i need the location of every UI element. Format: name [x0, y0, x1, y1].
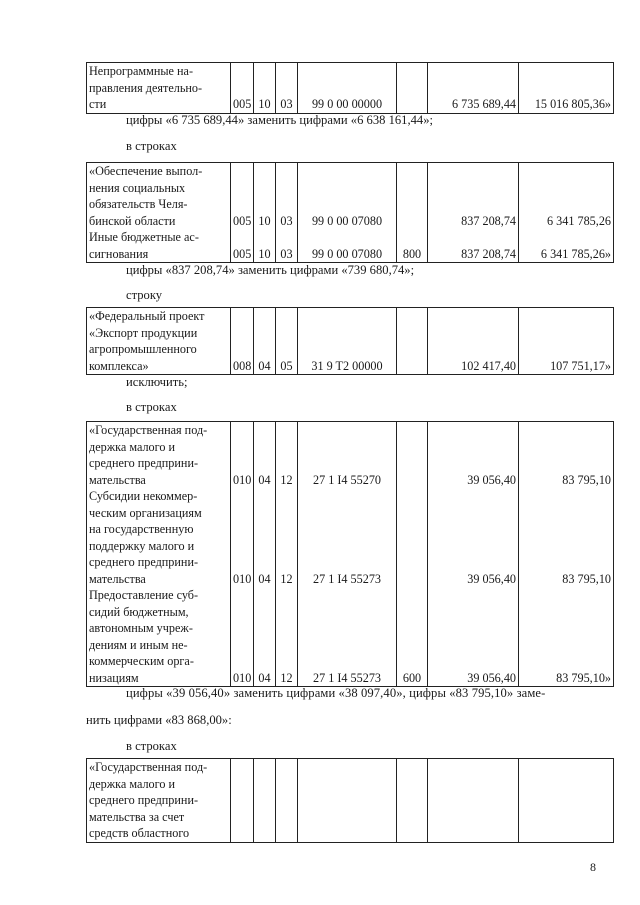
vr-code: 600: [397, 422, 428, 687]
csr-code: 99 0 00 07080 99 0 00 07080: [298, 163, 397, 263]
row-name: «Государственная под- держка малого и среднего предприни- мательства Субсидии некоммер- ческим организациям на государственную поддержку малого и среднего предприни- мательства Предоставление суб- сидий бюджетным, автономным учреж- дениям и иным не- коммерческим орга- низациям: [87, 422, 231, 687]
rz-code: 10: [254, 63, 276, 114]
gr-code: 005 005: [231, 163, 254, 263]
gr-code: 008: [231, 308, 254, 375]
rz-code: 04 04 04: [254, 422, 276, 687]
vr-code: 800: [397, 163, 428, 263]
table-row: [87, 308, 614, 375]
instruction-text: цифры «6 735 689,44» заменить цифрами «6 638 161,44»;: [126, 113, 433, 127]
instruction-text: строку: [126, 288, 163, 302]
instruction-text: нить цифрами «83 868,00»:: [86, 713, 232, 727]
sum-1: [428, 759, 519, 843]
instruction-text: исключить;: [126, 375, 188, 389]
csr-code: 31 9 T2 00000: [298, 308, 397, 375]
instruction-text: цифры «39 056,40» заменить цифрами «38 097,40», цифры «83 795,10» заме-: [126, 686, 546, 700]
row-name: «Обеспечение выпол- нения социальных обязательств Челя- бинской области Иные бюджетные ас- сигнования: [87, 163, 231, 263]
budget-table-2: [86, 162, 614, 263]
table-row: [87, 163, 614, 263]
table-row: [87, 759, 614, 843]
instruction-text: в строках: [126, 739, 177, 753]
vr-code: [397, 308, 428, 375]
sum-2: 6 341 785,26 6 341 785,26»: [519, 163, 614, 263]
sum-2: [519, 759, 614, 843]
gr-code: 010 010 010: [231, 422, 254, 687]
gr-code: 005: [231, 63, 254, 114]
budget-table-5: [86, 758, 614, 843]
gr-code: [231, 759, 254, 843]
row-name: «Государственная под- держка малого и среднего предприни- мательства за счет средств областного: [87, 759, 231, 843]
sum-1: 6 735 689,44: [428, 63, 519, 114]
table-row: [87, 422, 614, 687]
csr-code: 99 0 00 00000: [298, 63, 397, 114]
csr-code: [298, 759, 397, 843]
rz-code: 04: [254, 308, 276, 375]
vr-code: [397, 759, 428, 843]
csr-code: 27 1 I4 55270 27 1 I4 55273 27 1 I4 55273: [298, 422, 397, 687]
pr-code: 03: [276, 63, 298, 114]
sum-2: 15 016 805,36»: [519, 63, 614, 114]
sum-1: 39 056,40 39 056,40 39 056,40: [428, 422, 519, 687]
rz-code: [254, 759, 276, 843]
vr-code: [397, 63, 428, 114]
sum-2: 83 795,10 83 795,10 83 795,10»: [519, 422, 614, 687]
instruction-text: в строках: [126, 400, 177, 414]
sum-1: 102 417,40: [428, 308, 519, 375]
pr-code: 12 12 12: [276, 422, 298, 687]
table-row: [87, 63, 614, 114]
pr-code: 05: [276, 308, 298, 375]
page-number: 8: [590, 860, 596, 874]
pr-code: 03 03: [276, 163, 298, 263]
budget-table-1: [86, 62, 614, 114]
sum-2: 107 751,17»: [519, 308, 614, 375]
row-name: «Федеральный проект «Экспорт продукции агропромышленного комплекса»: [87, 308, 231, 375]
budget-table-4: [86, 421, 614, 687]
instruction-text: в строках: [126, 139, 177, 153]
budget-table-3: [86, 307, 614, 375]
instruction-text: цифры «837 208,74» заменить цифрами «739 680,74»;: [126, 263, 415, 277]
pr-code: [276, 759, 298, 843]
rz-code: 10 10: [254, 163, 276, 263]
sum-1: 837 208,74 837 208,74: [428, 163, 519, 263]
row-name: Непрограммные на- правления деятельно- сти: [87, 63, 231, 114]
